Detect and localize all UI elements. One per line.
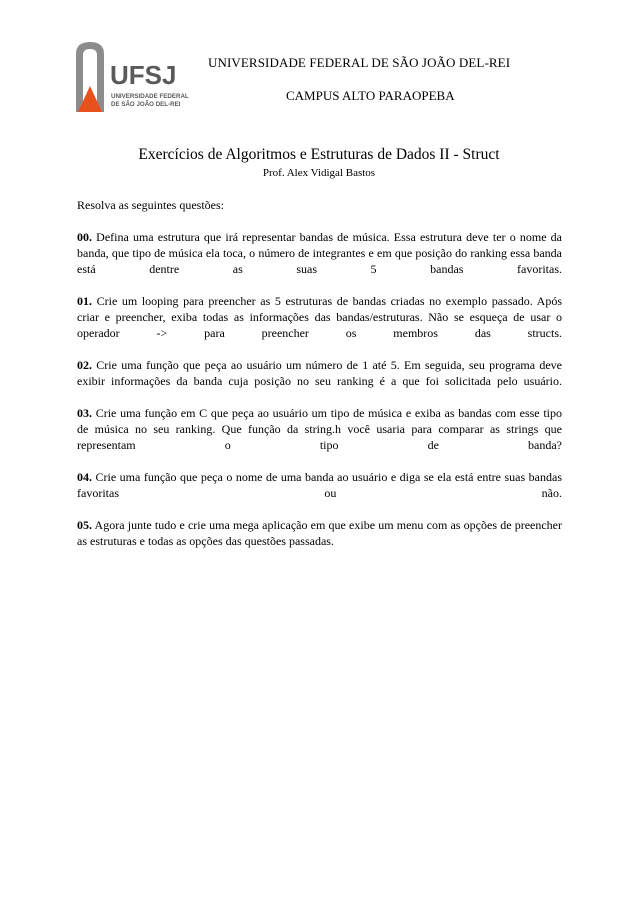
question-02 (77, 357, 562, 389)
question-05 (77, 517, 562, 549)
question-number: 01. (77, 294, 92, 308)
question-number: 00. (77, 230, 92, 244)
campus-name: CAMPUS ALTO PARAOPEBA (286, 88, 455, 103)
question-text: Crie um looping para preencher as 5 estruturas de bandas criadas no exemplo passado. Após criar e preencher, exiba todas as informações das bandas/estruturas. Não se esqueça de usar o operador -> para preencher os membros das structs. (77, 294, 562, 340)
logo-subtext-1: UNIVERSIDADE FEDERAL (111, 93, 189, 100)
logo-subtext-2: DE SÃO JOÃO DEL-REI (111, 101, 181, 108)
question-number: 05. (77, 518, 92, 532)
question-number: 02. (77, 358, 92, 372)
question-text: Agora junte tudo e crie uma mega aplicação em que exibe um menu com as opções de preencher as estruturas e todas as opções das questões passadas. (77, 518, 563, 548)
document-title: Exercícios de Algoritmos e Estruturas de Dados II - Struct (138, 146, 500, 163)
question-number: 03. (77, 406, 92, 420)
logo-wordmark: UFSJ (110, 60, 177, 90)
question-03 (77, 405, 562, 453)
question-number: 04. (77, 470, 92, 484)
ufsj-logo (72, 40, 197, 115)
question-text: Crie uma função que peça o nome de uma banda ao usuário e diga se ela está entre suas bandas favoritas ou não. (77, 470, 562, 500)
question-01 (77, 293, 562, 341)
document-body (77, 197, 562, 565)
institution-name: UNIVERSIDADE FEDERAL DE SÃO JOÃO DEL-REI (208, 55, 511, 70)
question-text: Crie uma função em C que peça ao usuário um tipo de música e exiba as bandas com esse tipo de música no seu ranking. Que função da string.h você usaria para comparar as strings que representam o tipo de banda? (77, 406, 563, 452)
intro-text: Resolva as seguintes questões: (77, 198, 224, 212)
question-04 (77, 469, 562, 501)
document-author: Prof. Alex Vidigal Bastos (262, 167, 376, 179)
question-text: Defina uma estrutura que irá representar bandas de música. Essa estrutura deve ter o nome da banda, que tipo de música ela toca, o número de integrantes e em que posição do ranking essa banda está dentre as suas 5 bandas favoritas. (77, 230, 563, 276)
question-00 (77, 229, 562, 277)
ufsj-logo-icon (72, 40, 197, 115)
question-text: Crie uma função que peça ao usuário um número de 1 até 5. Em seguida, seu programa deve exibir informações da banda cuja posição no seu ranking é a que foi solicitada pelo usuário. (77, 358, 563, 388)
